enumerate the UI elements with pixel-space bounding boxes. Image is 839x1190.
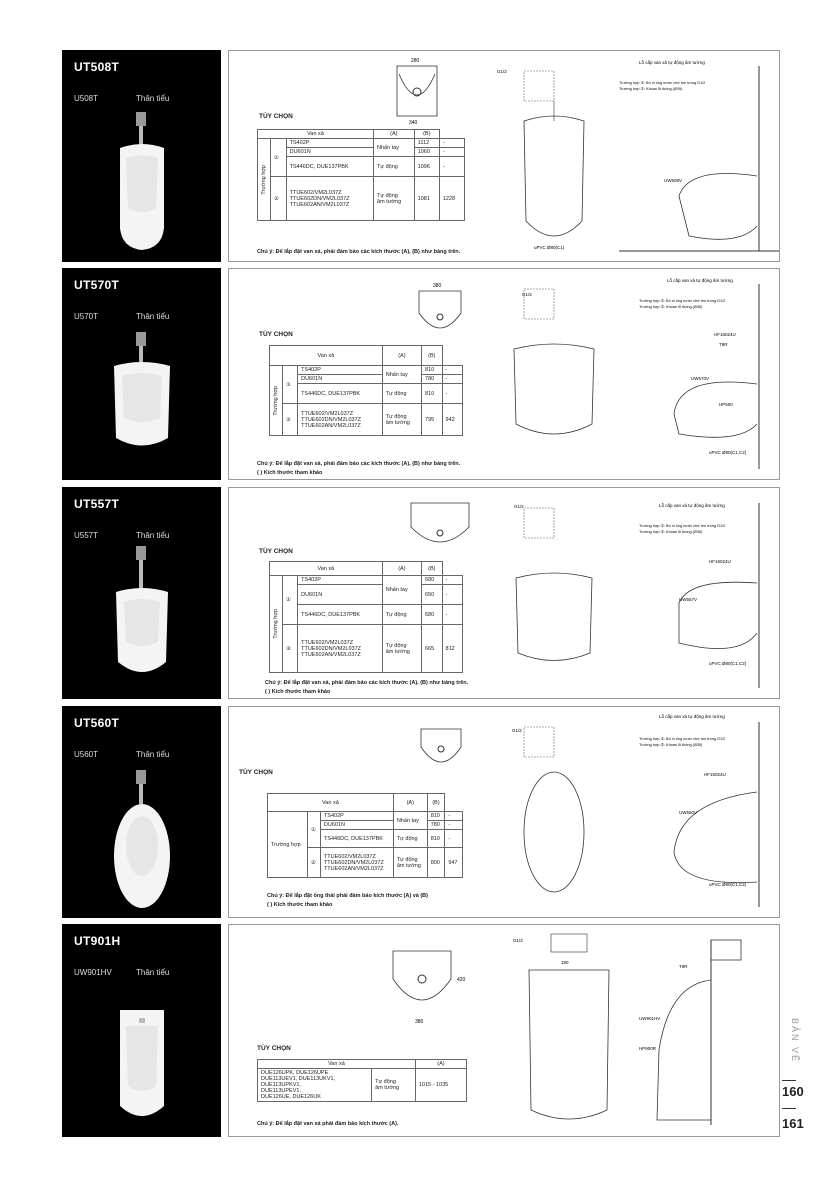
upvc-label: uPVC Ø80(C1,C2)	[709, 450, 747, 455]
sub-label: Thân tiểu	[136, 531, 170, 540]
upvc-label: uPVC Ø80(C1,C2)	[709, 661, 747, 666]
urinal-photo	[102, 986, 182, 1136]
col-a: (A)	[415, 1060, 466, 1069]
row-a: 1081	[414, 177, 439, 221]
row-a: 650	[422, 585, 442, 605]
sub-label: Thân tiểu	[136, 968, 170, 977]
drawing-frame	[228, 50, 780, 262]
g12-label: G1/2	[513, 938, 523, 943]
lo-cap-label: Lỗ cấp van xả tự động âm tường	[639, 60, 705, 65]
th2-label: Trường hợp ②: Khoan lỗ thông (Ø35)	[639, 305, 703, 309]
uw-label: UW570V	[691, 376, 710, 381]
urinal-photo	[102, 328, 182, 478]
row-type: Tự động âm tường	[393, 848, 427, 878]
row-model: TS446DC, DUE137PBK	[298, 384, 383, 404]
col-b: (B)	[414, 130, 439, 139]
top-view-drawing	[399, 279, 489, 349]
th1-label: Trường hợp ①: Bồ ni ống nước chờ ren trong G1/2	[639, 299, 726, 303]
row-a: 680	[422, 605, 442, 625]
side-view-drawing	[619, 274, 779, 474]
case-1: ①	[271, 139, 287, 177]
note-reference: ( ) Kích thước tham khảo	[265, 689, 331, 695]
dim-label: 420	[457, 977, 466, 983]
urinal-photo	[102, 542, 182, 692]
side-view-drawing	[619, 493, 779, 693]
upvc-label: uPVC Ø80(C1,C2)	[709, 882, 747, 887]
top-view-drawing	[379, 935, 469, 1025]
row-model: TS446DC, DUE137PBK	[320, 830, 393, 848]
dim-label: 280	[411, 58, 420, 64]
model-title: UT570T	[74, 278, 120, 292]
dim-label: 340	[409, 120, 418, 126]
row-b: -	[445, 821, 463, 830]
uw-label: UW901HV	[639, 1016, 661, 1021]
front-view-drawing	[494, 284, 614, 474]
dim-label: 380	[415, 1019, 424, 1025]
row-b: -	[445, 812, 463, 821]
col-b: (B)	[422, 562, 442, 576]
side-view-drawing	[619, 712, 779, 912]
case-2: ②	[307, 848, 320, 878]
th1-label: Trường hợp ①: Bồ ni ống nước chờ ren trong G1/2	[639, 524, 726, 528]
truong-hop: Trường hợp	[261, 164, 267, 195]
row-b: -	[442, 375, 462, 384]
row-b: 812	[442, 625, 462, 673]
hp-label: HP500	[719, 402, 733, 407]
row-model: TS402P	[298, 576, 383, 585]
row-a: 810	[427, 812, 445, 821]
sub-label: Thân tiểu	[136, 750, 170, 759]
g12-label: G1/2	[497, 69, 507, 74]
upvc-label: uPVC Ø80(C1)	[534, 245, 565, 250]
th1-label: Trường hợp ①: Bồ ni ống nước chờ ren trong G1/2	[639, 737, 726, 741]
page-number: 160	[782, 1084, 804, 1099]
col-van-xa: Van xả	[258, 1060, 416, 1069]
row-a: 1015 - 1035	[415, 1069, 466, 1102]
row-type: Tự động	[382, 605, 421, 625]
col-van-xa: Van xả	[258, 130, 374, 139]
lo-cap-label: Lỗ cấp van xả tự động âm tường	[667, 278, 733, 283]
row-type: Tự động âm tường	[374, 177, 415, 221]
g12-label: G1/2	[514, 504, 524, 509]
col-a: (A)	[393, 794, 427, 812]
row-b: 942	[442, 404, 462, 436]
urinal-photo	[102, 766, 182, 916]
case-2: ②	[283, 625, 298, 673]
hf-label: HF16024U	[704, 772, 726, 777]
options-heading: TÙY CHỌN	[239, 769, 273, 776]
side-view-drawing	[629, 930, 779, 1130]
drawing-frame	[228, 706, 780, 918]
hp-label: HP900R	[639, 1046, 657, 1051]
model-title: UT557T	[74, 497, 120, 511]
g12-label: G1/2	[522, 292, 532, 297]
row-a: 780	[422, 375, 442, 384]
row-model: TS446DC, DUE137PBK	[286, 157, 373, 177]
options-table	[257, 129, 465, 221]
side-view-drawing	[619, 56, 779, 256]
row-type: Tự động âm tường	[382, 404, 421, 436]
col-a: (A)	[382, 562, 421, 576]
note: Chú ý: Để lắp đặt van xả phải đảm bảo kích thước (A).	[257, 1121, 399, 1127]
row-type: Tự động	[393, 830, 427, 848]
row-type: Tự động âm tường	[382, 625, 421, 673]
truong-hop: Trường hợp	[268, 812, 308, 878]
section-ut901h	[62, 924, 780, 1137]
col-a: (A)	[374, 130, 415, 139]
row-type: Nhấn tay	[374, 139, 415, 157]
dim-label: 380	[433, 283, 442, 289]
row-model: TS402P	[286, 139, 373, 148]
row-a: 810	[427, 830, 445, 848]
col-a: (A)	[382, 346, 421, 366]
note: Chú ý: Để lắp đặt van xả, phải đảm bảo các kích thước (A), (B) như bảng trên.	[257, 461, 461, 467]
drawing-frame	[228, 487, 780, 699]
options-table	[257, 1059, 467, 1102]
divider	[782, 1080, 796, 1081]
row-b: 947	[445, 848, 463, 878]
row-type: Nhấn tay	[393, 812, 427, 830]
side-label: BẢN VẼ	[790, 1018, 800, 1064]
sub-model: U557T	[74, 531, 99, 540]
row-type: Tự động	[382, 384, 421, 404]
product-panel	[62, 268, 221, 480]
row-model: DU601N	[320, 821, 393, 830]
page-number: 161	[782, 1116, 804, 1131]
row-b: -	[442, 585, 462, 605]
col-b: (B)	[422, 346, 442, 366]
case-2: ②	[271, 177, 287, 221]
sub-label: Thân tiểu	[136, 94, 170, 103]
dim-label: 190	[561, 960, 569, 965]
row-b: -	[442, 605, 462, 625]
col-van-xa: Van xả	[268, 794, 394, 812]
row-type: Nhấn tay	[382, 366, 421, 384]
t9r-label: T9R	[679, 964, 688, 969]
urinal-photo	[102, 108, 182, 258]
model-title: UT508T	[74, 60, 120, 74]
note: Chú ý: Để lắp đặt van xả, phải đảm bảo các kích thước (A), (B) như bảng trên.	[257, 249, 461, 255]
row-b: -	[439, 157, 464, 177]
sub-label: Thân tiểu	[136, 312, 170, 321]
row-model: TTUE602/VM2L037Z TTUE602DN/VM2L037Z TTUE602AN/VM2L037Z	[298, 404, 383, 436]
th2-label: Trường hợp ②: Khoan lỗ thông (Ø35)	[639, 743, 703, 747]
row-b: 1228	[439, 177, 464, 221]
sub-model: U508T	[74, 94, 99, 103]
product-panel	[62, 50, 221, 262]
uw-label: UW508V	[664, 178, 683, 183]
options-heading: TÙY CHỌN	[257, 1045, 291, 1052]
row-model: DUE126UPK, DUE126UPE DUE113UEV1, DUE113UKV1, DUE113UPKV1, DUE113UPEV1, DUE126UE, DUE126UK	[258, 1069, 372, 1102]
truong-hop: Trường hợp	[273, 609, 279, 639]
lo-cap-label: Lỗ cấp van xả tự động âm tường	[659, 503, 725, 508]
row-a: 680	[422, 576, 442, 585]
th2-label: Trường hợp ②: Khoan lỗ thông (Ø35)	[639, 530, 703, 534]
sub-model: U570T	[74, 312, 99, 321]
row-a: 800	[427, 848, 445, 878]
uw-label: UW557V	[679, 597, 698, 602]
col-van-xa: Van xả	[270, 562, 383, 576]
row-a: 795	[422, 404, 442, 436]
th2-label: Trường hợp ②: Khoan lỗ thông (Ø35)	[619, 87, 683, 91]
row-a: 810	[422, 366, 442, 375]
product-panel	[62, 487, 221, 699]
case-1: ①	[307, 812, 320, 848]
row-model: TS446DC, DUE137PBK	[298, 605, 383, 625]
uw-label: UW560V	[679, 810, 698, 815]
note-reference: ( ) Kích thước tham khảo	[267, 902, 333, 908]
note: Chú ý: Để lắp đặt ống thải phải đảm bảo kích thước (A) và (B)	[267, 893, 428, 899]
case-1: ①	[283, 576, 298, 625]
top-view-drawing	[399, 717, 489, 787]
row-type: Nhấn tay	[382, 576, 421, 605]
options-table	[269, 345, 463, 436]
divider	[782, 1108, 796, 1109]
row-model: TS402P	[298, 366, 383, 375]
row-model: TTUE602/VM2L037Z TTUE602DN/VM2L037Z TTUE602AN/VM2L037Z	[286, 177, 373, 221]
drawing-frame	[228, 268, 780, 480]
product-panel	[62, 706, 221, 918]
row-model: DU601N	[298, 585, 383, 605]
row-type: Tự động	[374, 157, 415, 177]
row-b: -	[442, 384, 462, 404]
sub-model: U560T	[74, 750, 99, 759]
case-1: ①	[283, 366, 298, 404]
row-a: 1096	[414, 157, 439, 177]
row-a: 810	[422, 384, 442, 404]
row-model: TTUE602/VM2L037Z TTUE602DN/VM2L037Z TTUE602AN/VM2L037Z	[320, 848, 393, 878]
t9r-label: T9R	[719, 342, 728, 347]
case-2: ②	[283, 404, 298, 436]
options-table	[267, 793, 463, 878]
g12-label: G1/2	[512, 728, 522, 733]
row-b: -	[442, 576, 462, 585]
section-ut557t	[62, 487, 780, 699]
options-table	[269, 561, 463, 673]
section-ut508t	[62, 50, 780, 262]
row-b: -	[442, 366, 462, 375]
row-type: Tự động âm tường	[372, 1069, 416, 1102]
lo-cap-label: Lỗ cấp van xả tự động âm tường	[659, 714, 725, 719]
options-heading: TÙY CHỌN	[259, 548, 293, 555]
section-ut560t	[62, 706, 780, 918]
model-title: UT560T	[74, 716, 120, 730]
row-model: TTUE602/VM2L037Z TTUE602DN/VM2L037Z TTUE602AN/VM2L037Z	[298, 625, 383, 673]
front-view-drawing	[494, 61, 614, 251]
front-view-drawing	[494, 722, 614, 912]
col-van-xa: Van xả	[270, 346, 383, 366]
row-b: -	[445, 830, 463, 848]
note-reference: ( ) Kích thước tham khảo	[257, 470, 323, 476]
options-heading: TÙY CHỌN	[259, 113, 293, 120]
front-view-drawing	[509, 930, 629, 1130]
section-ut570t	[62, 268, 780, 480]
row-model: DU601N	[286, 148, 373, 157]
options-heading: TÙY CHỌN	[259, 331, 293, 338]
front-view-drawing	[494, 503, 614, 693]
row-a: 1112	[414, 139, 439, 148]
top-view-drawing	[399, 493, 489, 563]
hf-label: HF16024U	[714, 332, 736, 337]
row-b: -	[439, 148, 464, 157]
row-a: 1060	[414, 148, 439, 157]
model-title: UT901H	[74, 934, 121, 948]
row-model: DU601N	[298, 375, 383, 384]
drawing-frame	[228, 924, 780, 1137]
sub-model: UW901HV	[74, 968, 112, 977]
product-panel	[62, 924, 221, 1137]
col-b: (B)	[427, 794, 445, 812]
row-a: 780	[427, 821, 445, 830]
top-view-drawing	[377, 56, 467, 126]
hf-label: HF16024U	[709, 559, 731, 564]
truong-hop: Trường hợp	[273, 385, 279, 416]
note: Chú ý: Để lắp đặt van xả, phải đảm bảo các kích thước (A), (B) như bảng trên.	[265, 680, 469, 686]
th1-label: Trường hợp ①: Bồ ni ống nước chờ ren trong G1/2	[619, 81, 706, 85]
row-a: 665	[422, 625, 442, 673]
row-model: TS402P	[320, 812, 393, 821]
row-b: -	[439, 139, 464, 148]
